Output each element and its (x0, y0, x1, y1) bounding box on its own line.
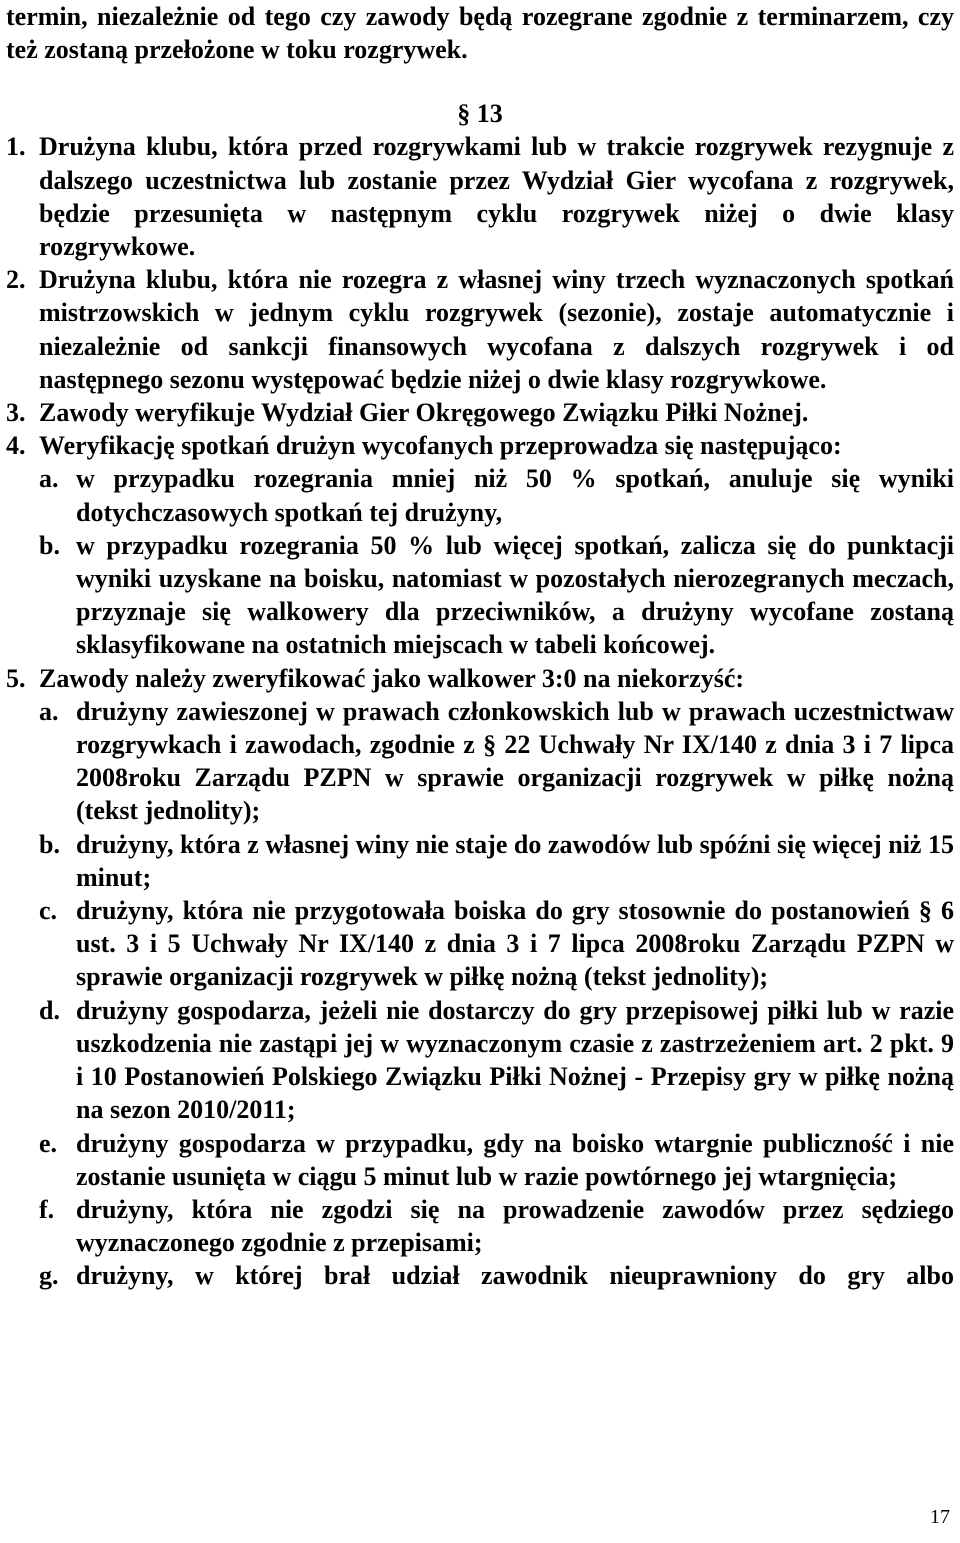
sub-item-letter: b. (39, 530, 60, 560)
sub-item-4a (6, 462, 954, 528)
sub-item-letter: g. (39, 1261, 59, 1291)
sub-item-letter: f. (39, 1194, 55, 1224)
list-item-3 (6, 396, 954, 429)
sub-item-5a (6, 695, 954, 828)
sub-item-text: drużyny, w której brał udział zawodnik nieuprawniony do gry albo (76, 1261, 954, 1291)
document-page (6, 0, 954, 1293)
item-text: Zawody weryfikuje Wydział Gier Okręgowego Związku Piłki Nożnej. (39, 398, 809, 428)
sub-item-4b (6, 529, 954, 662)
intro-paragraph: termin, niezależnie od tego czy zawody będą rozegrane zgodnie z terminarzem, czy też zostaną przełożone w toku rozgrywek. (6, 2, 954, 65)
list-item-5 (6, 662, 954, 695)
sub-item-text: drużyny, która z własnej winy nie staje do zawodów lub spóźni się więcej niż 15 minut; (76, 829, 954, 892)
sub-item-5e (6, 1127, 954, 1193)
sub-item-letter: c. (39, 896, 58, 926)
list-item-2 (6, 263, 954, 396)
sub-item-text: drużyny, która nie przygotowała boiska do gry stosownie do postanowień § 6 ust. 3 i 5 Uchwały Nr IX/140 z dnia 3 i 7 lipca 2008roku Zarządu PZPN w sprawie organizacji rozgrywek w piłkę nożną (tekst jednolity); (76, 896, 954, 992)
sub-item-text: drużyny, która nie zgodzi się na prowadzenie zawodów przez sędziego wyznaczonego zgodnie z przepisami; (76, 1194, 954, 1258)
sub-item-letter: a. (39, 464, 59, 494)
sub-item-letter: d. (39, 995, 60, 1025)
sub-item-text: drużyny gospodarza w przypadku, gdy na boisko wtargnie publiczność i nie zostanie usunięta w ciągu 5 minut lub w razie powtórnego jej wtargnięcia; (76, 1128, 954, 1191)
page-number: 17 (930, 1506, 950, 1528)
sub-item-5b (6, 828, 954, 894)
sub-item-5d (6, 994, 954, 1127)
item-number: 4. (6, 431, 26, 461)
item-number: 2. (6, 265, 26, 295)
sub-item-text: w przypadku rozegrania mniej niż 50 % spotkań, anuluje się wyniki dotychczasowych spotkań tej drużyny, (76, 464, 954, 527)
sub-item-5c (6, 894, 954, 994)
sub-item-text: w przypadku rozegrania 50 % lub więcej spotkań, zalicza się do punktacji wyniki uzyskane na boisku, natomiast w pozostałych nierozegranych meczach, przyznaje się walkowery dla przeciwników, a drużyny wycofane zostaną sklasyfikowane na ostatnich miejscach w tabeli końcowej. (76, 530, 954, 660)
item-text: Weryfikację spotkań drużyn wycofanych przeprowadza się następująco: (39, 431, 842, 461)
item-text: Drużyna klubu, która przed rozgrywkami lub w trakcie rozgrywek rezygnuje z dalszego uczestnictwa lub zostanie przez Wydział Gier wycofana z rozgrywek, będzie przesunięta w następnym cyklu rozgrywek niżej o dwie klasy rozgrywkowe. (39, 132, 954, 262)
item-number: 3. (6, 398, 26, 428)
list-item-1 (6, 130, 954, 263)
sub-item-text: drużyny zawieszonej w prawach członkowskich lub w prawach uczestnictwaw rozgrywkach i zawodach, zgodnie z § 22 Uchwały Nr IX/140 z dnia 3 i 7 lipca 2008roku Zarządu PZPN w sprawie organizacji rozgrywek w piłkę nożną (tekst jednolity); (76, 696, 954, 826)
item-number: 1. (6, 132, 26, 162)
sub-item-5f (6, 1193, 954, 1259)
sub-item-letter: a. (39, 696, 59, 726)
list-item-4 (6, 429, 954, 462)
item-text: Zawody należy zweryfikować jako walkower 3:0 na niekorzyść: (39, 663, 745, 693)
sub-item-5g (6, 1259, 954, 1292)
sub-item-letter: b. (39, 829, 60, 859)
item-text: Drużyna klubu, która nie rozegra z własnej winy trzech wyznaczonych spotkań mistrzowskich w jednym cyklu rozgrywek (sezonie), zostaje automatycznie i niezależnie od sankcji finansowych wycofana z dalszych rozgrywek i od następnego sezonu występować będzie niżej o dwie klasy rozgrywkowe. (39, 265, 954, 394)
sub-item-letter: e. (39, 1128, 58, 1158)
sub-item-text: drużyny gospodarza, jeżeli nie dostarczy do gry przepisowej piłki lub w razie uszkodzenia nie zastąpi jej w wyznaczonym czasie z zastrzeżeniem art. 2 pkt. 9 i 10 Postanowień Polskiego Związku Piłki Nożnej - Przepisy gry w piłkę nożną na sezon 2010/2011; (76, 995, 954, 1125)
item-number: 5. (6, 663, 26, 693)
section-heading: § 13 (457, 99, 503, 129)
